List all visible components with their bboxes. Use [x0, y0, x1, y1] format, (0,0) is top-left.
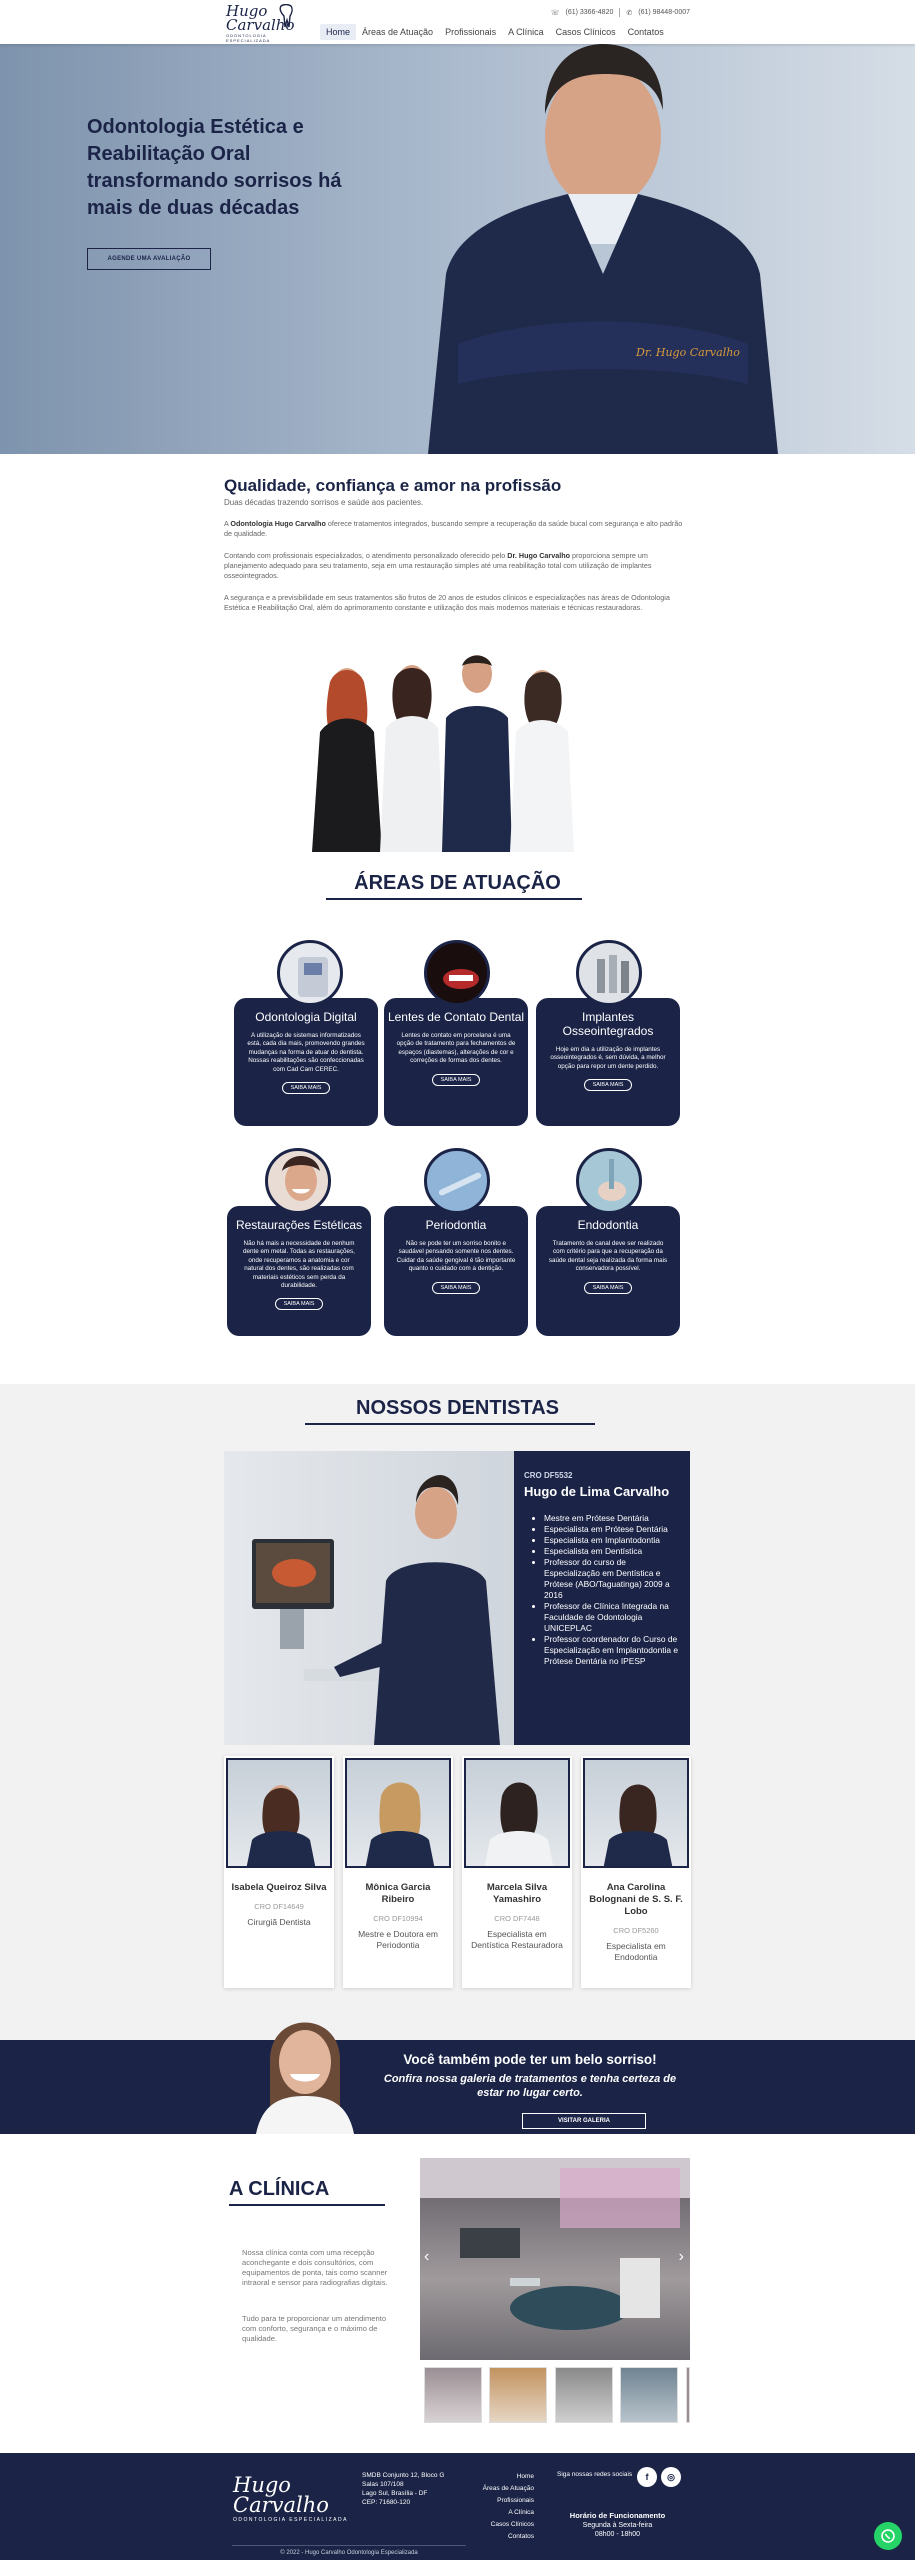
clinic-photo-slider[interactable] — [420, 2158, 690, 2360]
dentist-name: Mônica Garcia Ribeiro — [365, 1882, 431, 1905]
tooth-logo-icon — [278, 4, 294, 28]
clinic-paragraph-2: Tudo para te proporcionar um atendimento com conforto, segurança e o máximo de qualidade. — [242, 2314, 387, 2343]
intro-paragraph-2: Contando com profissionais especializados, o atendimento personalizado oferecido pelo Dr. Hugo Carvalho proporciona sempre um planejamento adequado para seu tratamento, seja em uma restauração simples até uma reabilitação total com utilização de implantes osseointegrados. — [224, 551, 652, 580]
doctor-portrait — [418, 44, 788, 454]
dentist-cro: CRO DF7448 — [494, 1914, 540, 1923]
credential-item: • Professor coordenador do Curso de Especialização em Implantodontia e Prótese Dentária no IPESP — [544, 1634, 680, 1667]
copyright: © 2022 - Hugo Carvalho Odontologia Especializada — [232, 2545, 466, 2556]
saiba-mais-button[interactable]: SAIBA MAIS — [584, 1282, 633, 1294]
intro-title: Qualidade, confiança e amor na profissão — [224, 476, 562, 495]
instagram-icon[interactable]: ◎ — [661, 2467, 681, 2487]
nav-profissionais[interactable]: Profissionais — [445, 27, 497, 37]
intro-subtitle: Duas décadas trazendo sorrisos e saúde aos pacientes. — [224, 498, 424, 507]
logo-tag: ODONTOLOGIA ESPECIALIZADA — [226, 33, 271, 43]
footer-link[interactable]: Casos Clínicos — [490, 2521, 534, 2528]
banner-subline: Confira nossa galeria de tratamentos e tenha certeza de estar no lugar certo. — [383, 2073, 677, 2099]
nav-areas[interactable]: Áreas de Atuação — [362, 27, 434, 37]
smiling-woman-image — [250, 2000, 360, 2134]
clinic-thumbnail[interactable] — [424, 2367, 482, 2423]
banner-headline: Você também pode ter um belo sorriso! — [403, 2052, 657, 2067]
dentists-underline — [305, 1423, 595, 1425]
credential-item: • Especialista em Prótese Dentária — [544, 1524, 680, 1535]
areas-title: ÁREAS DE ATUAÇÃO — [354, 872, 561, 894]
slider-next-icon[interactable]: › — [678, 2248, 684, 2265]
saiba-mais-button[interactable]: SAIBA MAIS — [584, 1079, 633, 1091]
credential-item: • Mestre em Prótese Dentária — [544, 1513, 680, 1524]
hero-banner — [0, 44, 915, 454]
hugo-photo — [224, 1451, 514, 1745]
header-whatsapp[interactable]: (61) 98448-0007 — [638, 9, 690, 16]
visit-gallery-button[interactable]: VISITAR GALERIA — [522, 2113, 646, 2129]
clinic-thumbnail[interactable] — [555, 2367, 613, 2423]
hero-title: Odontologia Estética e Reabilitação Oral transformando sorrisos há mais de duas décadas — [87, 116, 342, 219]
dentist-card[interactable] — [581, 1756, 691, 1988]
saiba-mais-button[interactable]: SAIBA MAIS — [432, 1074, 481, 1086]
site-header — [0, 0, 915, 44]
gallery-banner — [0, 2040, 915, 2134]
card-implantes: Implantes Osseointegrados Hoje em dia a utilização de implantes osseointegrados é, sem dúvida, a melhor opção para repor um dente perdido. SAIBA MAIS — [536, 998, 680, 1126]
clinic-thumbnail[interactable] — [620, 2367, 678, 2423]
hugo-credentials — [544, 1513, 680, 1667]
hugo-info-panel — [514, 1451, 690, 1745]
card-restauracoes: Restaurações Estéticas Não há mais a necessidade de nenhum dente em metal. Todas as restaurações, onde recuperamos a anatomia e cor natural dos dentes, são realizadas com materiais estéticos sem perda da durabilidade. SAIBA MAIS — [227, 1206, 371, 1336]
credential-item: • Especialista em Dentística — [544, 1546, 680, 1557]
credential-item: • Professor de Clínica Integrada na Faculdade de Odontologia UNICEPLAC — [544, 1601, 680, 1634]
footer-links — [462, 2471, 534, 2543]
dentists-title: NOSSOS DENTISTAS — [356, 1397, 559, 1419]
nav-clinica[interactable]: A Clínica — [508, 27, 544, 37]
dentist-photo — [464, 1758, 570, 1868]
clinic-thumbnail[interactable] — [686, 2367, 690, 2423]
dentist-cro: CRO DF10994 — [373, 1914, 423, 1923]
whatsapp-icon: ✆ — [626, 9, 633, 17]
nav-home[interactable]: Home — [320, 24, 356, 40]
dentist-role: Mestre e Doutora em Periodontia — [358, 1929, 438, 1950]
coat-label: Dr. Hugo Carvalho — [636, 346, 740, 359]
card-odontologia-digital: Odontologia Digital A utilização de sistemas informatizados está, cada dia mais, promovendo grandes mudanças na forma de atuar do dentista. Nossas reabilitações são confeccionadas com Cad Cam CEREC. SAIBA MAIS — [234, 998, 378, 1126]
dentist-name: Isabela Queiroz Silva — [231, 1882, 327, 1893]
card-endodontia: Endodontia Tratamento de canal deve ser realizado com critério para que a recuperação da saúde dental seja realizada da forma mais conservadora possível. SAIBA MAIS — [536, 1206, 680, 1336]
credential-item: • Professor do curso de Especialização em Dentística e Prótese (ABO/Taguatinga) 2009 a 2016 — [544, 1557, 680, 1601]
logo[interactable] — [226, 2, 296, 43]
dentist-card[interactable] — [462, 1756, 572, 1988]
areas-underline — [326, 898, 582, 900]
dentist-name: Marcela Silva Yamashiro — [486, 1882, 548, 1905]
dentist-role: Especialista em Endodontia — [606, 1941, 666, 1962]
main-nav — [320, 24, 670, 40]
slider-prev-icon[interactable]: ‹ — [424, 2248, 430, 2265]
card-periodontia: Periodontia Não se pode ter um sorriso bonito e saudável pensando somente nos dentes. Cuidar da saúde gengival é tão importante quanto o cuidado com a dentição. SAIBA MAIS — [384, 1206, 528, 1336]
opening-hours: Horário de Funcionamento Segunda à Sexta-feira 08h00 - 18h00 — [569, 2511, 666, 2538]
credential-item: • Especialista em Implantodontia — [544, 1535, 680, 1546]
card-lentes-de-contato: Lentes de Contato Dental Lentes de contato em porcelana é uma opção de tratamento para fechamentos de espaços (diastemas), alterações de cor e correções de formas dos dentes. SAIBA MAIS — [384, 998, 528, 1126]
footer-link[interactable]: Contatos — [507, 2533, 534, 2540]
dentist-card[interactable] — [343, 1756, 453, 1988]
saiba-mais-button[interactable]: SAIBA MAIS — [275, 1298, 324, 1310]
header-phone[interactable]: (61) 3366-4820 — [565, 9, 614, 16]
site-footer — [0, 2453, 915, 2560]
clinic-title: A CLÍNICA — [229, 2178, 330, 2200]
dentist-photo — [583, 1758, 689, 1868]
team-photo — [302, 652, 612, 852]
logo-line2: Carvalho — [226, 16, 295, 34]
endodontics-image — [576, 1148, 642, 1214]
footer-link[interactable]: Profissionais — [497, 2497, 534, 2504]
footer-link[interactable]: Áreas de Atuação — [482, 2485, 534, 2492]
veneers-image — [424, 940, 490, 1006]
clinic-thumbnail[interactable] — [489, 2367, 547, 2423]
dentist-role: Especialista em Dentística Restauradora — [471, 1929, 563, 1950]
nav-contatos[interactable]: Contatos — [627, 27, 664, 37]
intro-section — [224, 476, 689, 613]
dentist-card[interactable] — [224, 1756, 334, 1988]
footer-logo[interactable]: Hugo Carvalho ODONTOLOGIA ESPECIALIZADA — [233, 2473, 348, 2523]
footer-link[interactable]: A Clínica — [508, 2509, 534, 2516]
footer-link[interactable]: Home — [516, 2473, 534, 2480]
whatsapp-icon — [880, 2528, 896, 2544]
dentist-cro: CRO DF14649 — [254, 1902, 304, 1911]
dentist-photo — [345, 1758, 451, 1868]
clinic-underline — [229, 2204, 385, 2206]
smile-image — [265, 1148, 331, 1214]
implants-image — [576, 940, 642, 1006]
whatsapp-float-button[interactable] — [874, 2522, 902, 2550]
intro-paragraph-3: A segurança e a previsibilidade em seus tratamentos são frutos de 20 anos de estudos clínicos e especializações nas áreas de Odontologia Estética e Reabilitação Oral, além do aprimoramento constante e utilização dos mais modernos materiais e técnicas restauradoras. — [224, 593, 670, 612]
nav-casos[interactable]: Casos Clínicos — [555, 27, 616, 37]
header-contacts — [551, 8, 690, 17]
footer-address: SMDB Conjunto 12, Bloco G Salas 107/108 Lago Sul, Brasília - DF CEP: 71680-120 — [362, 2472, 445, 2506]
dentist-photo — [226, 1758, 332, 1868]
saiba-mais-button[interactable]: SAIBA MAIS — [282, 1082, 331, 1094]
periodontics-image — [424, 1148, 490, 1214]
facebook-icon[interactable]: f — [637, 2467, 657, 2487]
saiba-mais-button[interactable]: SAIBA MAIS — [432, 1282, 481, 1294]
hugo-name: Hugo de Lima Carvalho — [524, 1484, 670, 1499]
clinic-paragraph-1: Nossa clínica conta com uma recepção aconchegante e dois consultórios, com equipamentos de ponta, tais como scanner intraoral e sensor para radiografias digitais. — [242, 2248, 388, 2287]
social-label: Siga nossas redes sociais — [557, 2471, 633, 2478]
schedule-button[interactable]: AGENDE UMA AVALIAÇÃO — [87, 248, 211, 270]
dentist-cro: CRO DF5260 — [613, 1926, 659, 1935]
phone-icon: ☏ — [550, 9, 560, 17]
digital-scanner-image — [277, 940, 343, 1006]
dentist-name: Ana Carolina Bolognani de S. S. F. Lobo — [589, 1882, 683, 1917]
logo-line1: Hugo — [226, 2, 268, 20]
divider — [619, 8, 620, 17]
intro-paragraph-1: A Odontologia Hugo Carvalho oferece tratamentos integrados, buscando sempre a recuperação da saúde bucal com segurança e alto padrão de qualidade. — [224, 519, 683, 538]
hugo-cro: CRO DF5532 — [524, 1471, 573, 1480]
dentist-role: Cirurgiã Dentista — [247, 1917, 311, 1927]
